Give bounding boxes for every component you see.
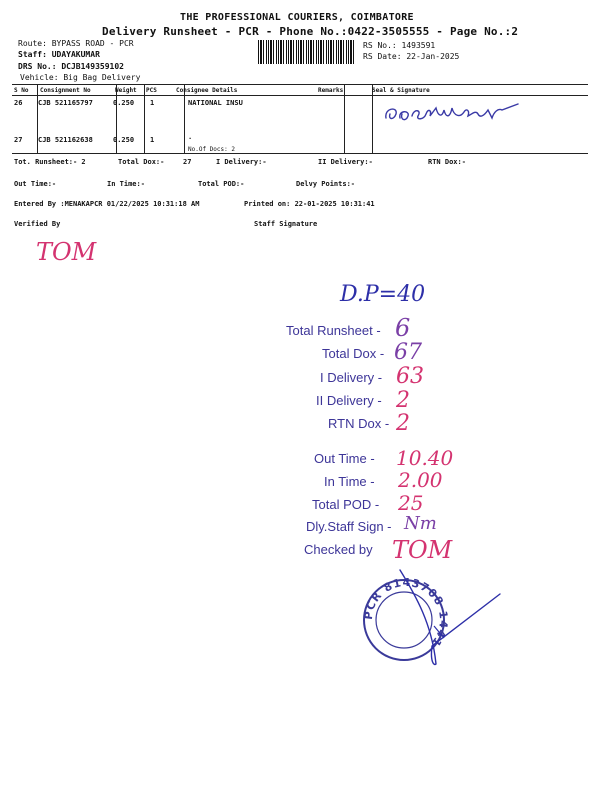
vehicle-label: Vehicle: Big Bag Delivery [20, 73, 141, 82]
col-divider [184, 84, 185, 153]
col-header-pcs: PCS [146, 87, 157, 94]
in-time-label: In Time:- [107, 180, 145, 188]
tot-runsheet: Tot. Runsheet:- 2 [14, 158, 86, 166]
hw-label-total-dox: Total Dox - [322, 346, 385, 361]
hw-label-i-delivery: I Delivery - [320, 370, 383, 385]
hw-label-ii-delivery: II Delivery - [316, 393, 382, 408]
svg-text:PCR 8143708 1441 [362, 576, 450, 650]
hw-label-total-runsheet: Total Runsheet - [286, 323, 381, 338]
table-row-weight: 0.250 [113, 99, 135, 107]
rtn-dox-label: RTN Dox:- [428, 158, 466, 166]
hw-value-i-delivery: 63 [396, 364, 424, 389]
hw-value-out-time: 10.40 [396, 446, 454, 470]
col-divider [344, 84, 345, 153]
runsheet-title: Delivery Runsheet - PCR - Phone No.:0422-3505555 - Page No.:2 [102, 25, 519, 38]
hw-value-in-time: 2.00 [398, 468, 443, 492]
table-row-pcs: 1 [150, 99, 155, 107]
stamp-text: PCR 8143708 1441 [361, 575, 451, 650]
table-row-weight: 0.250 [113, 136, 135, 144]
table-row-pcs: 1 [150, 136, 155, 144]
hw-label-in-time: In Time - [324, 474, 375, 489]
total-dox-value: 27 [183, 158, 192, 166]
dp-note: D.P=40 [340, 282, 426, 307]
hw-value-dly-staff-sign: Nm [404, 513, 437, 534]
delvy-points-label: Delvy Points:- [296, 180, 356, 188]
hw-value-total-runsheet: 6 [395, 314, 411, 342]
col-header-weight: Weight [115, 87, 137, 94]
verified-by-label: Verified By [14, 220, 61, 228]
printed-on: Printed on: 22-01-2025 10:31:41 [244, 200, 375, 208]
total-pod-label: Total POD:- [198, 180, 245, 188]
drs-number: DRS No.: DCJB149359102 [18, 62, 124, 71]
courier-stamp [360, 566, 510, 676]
out-time-label: Out Time:- [14, 180, 57, 188]
hw-value-total-pod: 25 [398, 491, 424, 515]
col-header-consignee: Consignee Details [176, 87, 238, 94]
rs-number: RS No.: 1493591 [363, 41, 436, 50]
route-label: Route: BYPASS ROAD - PCR [18, 39, 134, 48]
col-header-seal: Seal & Signature [372, 87, 430, 94]
col-header-consignment: Consignment No [40, 87, 91, 94]
hw-value-total-dox: 67 [394, 340, 422, 365]
hw-label-out-time: Out Time - [314, 451, 375, 466]
table-row-sno: 26 [14, 99, 23, 107]
table-top-rule [12, 84, 588, 85]
table-row-consignment: CJB 521165797 [38, 99, 93, 107]
hw-label-checked-by: Checked by [304, 542, 373, 557]
staff-signature-label: Staff Signature [254, 220, 318, 228]
table-row-sno: 27 [14, 136, 23, 144]
staff-label: Staff: UDAYAKUMAR [18, 50, 100, 59]
table-row-consignment: CJB 521162638 [38, 136, 93, 144]
col-divider [144, 84, 145, 153]
seal-signature [380, 96, 530, 130]
table-row-consignee: . [188, 133, 193, 141]
total-dox-label: Total Dox:- [118, 158, 165, 166]
hw-label-dly-staff-sign: Dly.Staff Sign - [306, 519, 392, 534]
hw-label-rtn-dox: RTN Dox - [328, 416, 390, 431]
barcode [258, 40, 354, 64]
hw-value-checked-by: TOM [392, 536, 453, 564]
table-row-consignee: NATIONAL INSU [188, 99, 243, 107]
company-title: THE PROFESSIONAL COURIERS, COIMBATORE [180, 12, 414, 23]
col-header-remarks: Remarks [318, 87, 344, 94]
no-of-docs: No.Of Docs: 2 [188, 146, 235, 153]
verified-initials: TOM [36, 238, 97, 266]
entered-by: Entered By :MENAKAPCR 01/22/2025 10:31:18 AM [14, 200, 200, 208]
col-divider [372, 84, 373, 153]
ii-delivery-label: II Delivery:- [318, 158, 373, 166]
hw-value-ii-delivery: 2 [396, 388, 410, 413]
hw-label-total-pod: Total POD - [312, 497, 380, 512]
rs-date: RS Date: 22-Jan-2025 [363, 52, 460, 61]
col-header-sno: S No [14, 87, 29, 94]
i-delivery-label: I Delivery:- [216, 158, 267, 166]
table-bottom-rule [12, 153, 588, 154]
hw-value-rtn-dox: 2 [396, 411, 410, 436]
